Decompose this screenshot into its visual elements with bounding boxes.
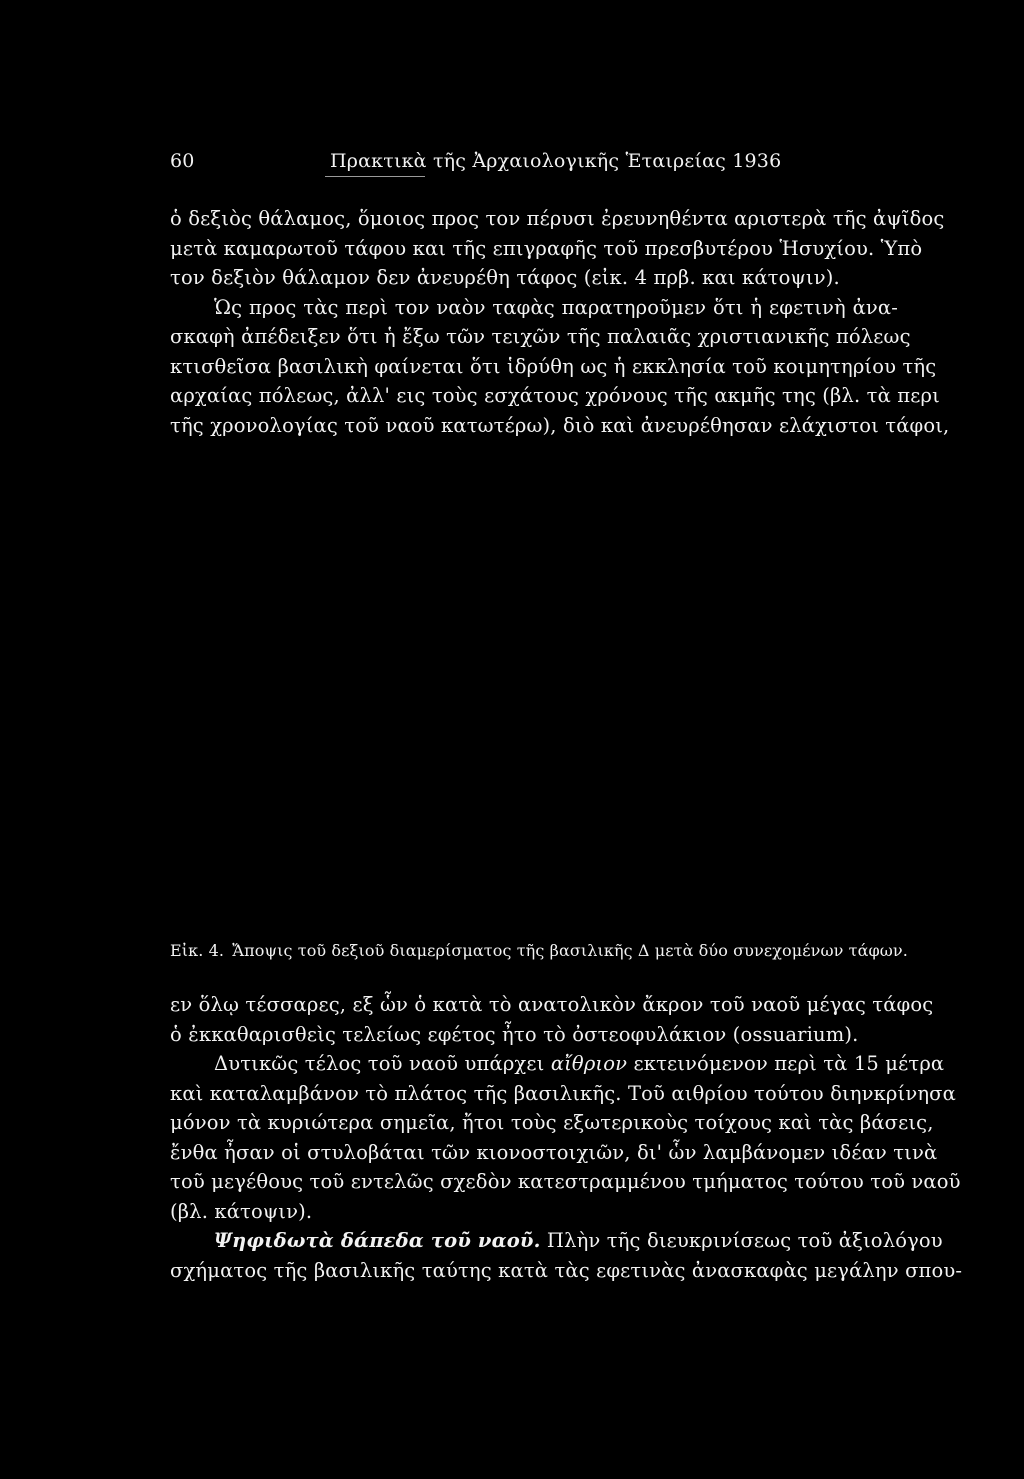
text-line: ὁ ἐκκαθαρισθεὶς τελείως εφέτος ἦτο τὸ ὀστεοφυλάκιον (ossuarium). [170, 1022, 859, 1046]
text-line: μόνον τὰ κυριώτερα σημεῖα, ἤτοι τοὺς εξωτερικοὺς τοίχους καὶ τὰς βάσεις, [170, 1111, 934, 1134]
text-line: καὶ καταλαμβάνον τὸ πλάτος τῆς βασιλικῆς. Τοῦ αιθρίου τούτου διηνκρίνησα [170, 1081, 956, 1105]
page-number: 60 [170, 150, 195, 172]
text-line: σχήματος τῆς βασιλικῆς ταύτης κατὰ τὰς εφετινὰς ἀνασκαφὰς μεγάλην σπου- [170, 1258, 963, 1282]
text-line: Ὡς προς τὰς περὶ τον ναὸν ταφὰς παρατηροῦμεν ὅτι ἡ εφετινὴ ἀνα- [214, 295, 898, 319]
text-line [170, 1226, 943, 1256]
text-line: κτισθεῖσα βασιλικὴ φαίνεται ὅτι ἱδρύθη ως ἡ εκκλησία τοῦ κοιμητηρίου τῆς [170, 354, 937, 378]
text-line: τῆς χρονολογίας τοῦ ναοῦ κατωτέρω), διὸ καὶ ἀνευρέθησαν ελάχιστοι τάφοι, [170, 413, 950, 437]
text-line: (βλ. κάτοψιν). [170, 1199, 313, 1223]
figure-caption [170, 941, 908, 960]
text-segment: Πλὴν τῆς διευκρινίσεως τοῦ ἀξιολόγου [540, 1229, 943, 1252]
text-line [170, 1049, 945, 1079]
section-heading: Ψηφιδωτὰ δάπεδα τοῦ ναοῦ. [214, 1229, 541, 1252]
text-line: τον δεξιὸν θάλαμον δεν ἀνευρέθη τάφος (εἰκ. 4 πρβ. και κάτοψιν). [170, 266, 840, 289]
text-line: μετὰ καμαρωτοῦ τάφου και τῆς επιγραφῆς τοῦ πρεσβυτέρου Ἡσυχίου. Ὑπὸ [170, 236, 923, 260]
text-segment: Δυτικῶς τέλος τοῦ ναοῦ υπάρχει [214, 1052, 551, 1075]
header-underline [325, 176, 425, 177]
bottom-paragraph [170, 990, 963, 1285]
text-line: ἔνθα ἦσαν οἱ στυλοβάται τῶν κιονοστοιχιῶν, δι' ὧν λαμβάνομεν ιδέαν τινὰ [170, 1140, 938, 1164]
page-header [170, 150, 900, 180]
text-line: αρχαίας πόλεως, ἀλλ' εις τοὺς εσχάτους χρόνους τῆς ακμῆς της (βλ. τὰ περι [170, 384, 940, 407]
text-line: σκαφὴ ἀπέδειξεν ὅτι ἡ ἔξω τῶν τειχῶν τῆς παλαιᾶς χριστιανικῆς πόλεως [170, 325, 911, 348]
italic-term: αἴθριον [550, 1052, 628, 1075]
text-line: τοῦ μεγέθους τοῦ εντελῶς σχεδὸν κατεστραμμένου τμήματος τούτου τοῦ ναοῦ [170, 1170, 961, 1193]
text-line: εν ὅλῳ τέσσαρες, εξ ὧν ὁ κατὰ τὸ ανατολικὸν ἄκρον τοῦ ναοῦ μέγας τάφος [170, 993, 934, 1016]
figure-label: Εἰκ. 4. [170, 941, 225, 960]
running-title: Πρακτικὰ τῆς Ἀρχαιολογικῆς Ἑταιρείας 1936 [330, 150, 782, 172]
text-line: ὁ δεξιὸς θάλαμος, ὅμοιος προς τον πέρυσι ἐρευνηθέντα αριστερὰ τῆς ἀψῖδος [170, 207, 945, 230]
top-paragraph [170, 204, 950, 440]
figure-caption-text: Ἄποψις τοῦ δεξιοῦ διαμερίσματος τῆς βασιλικῆς Δ μετὰ δύο συνεχομένων τάφων. [232, 941, 908, 960]
figure-image-area [170, 460, 898, 930]
text-segment: εκτεινόμενον περὶ τὰ 15 μέτρα [627, 1052, 945, 1075]
